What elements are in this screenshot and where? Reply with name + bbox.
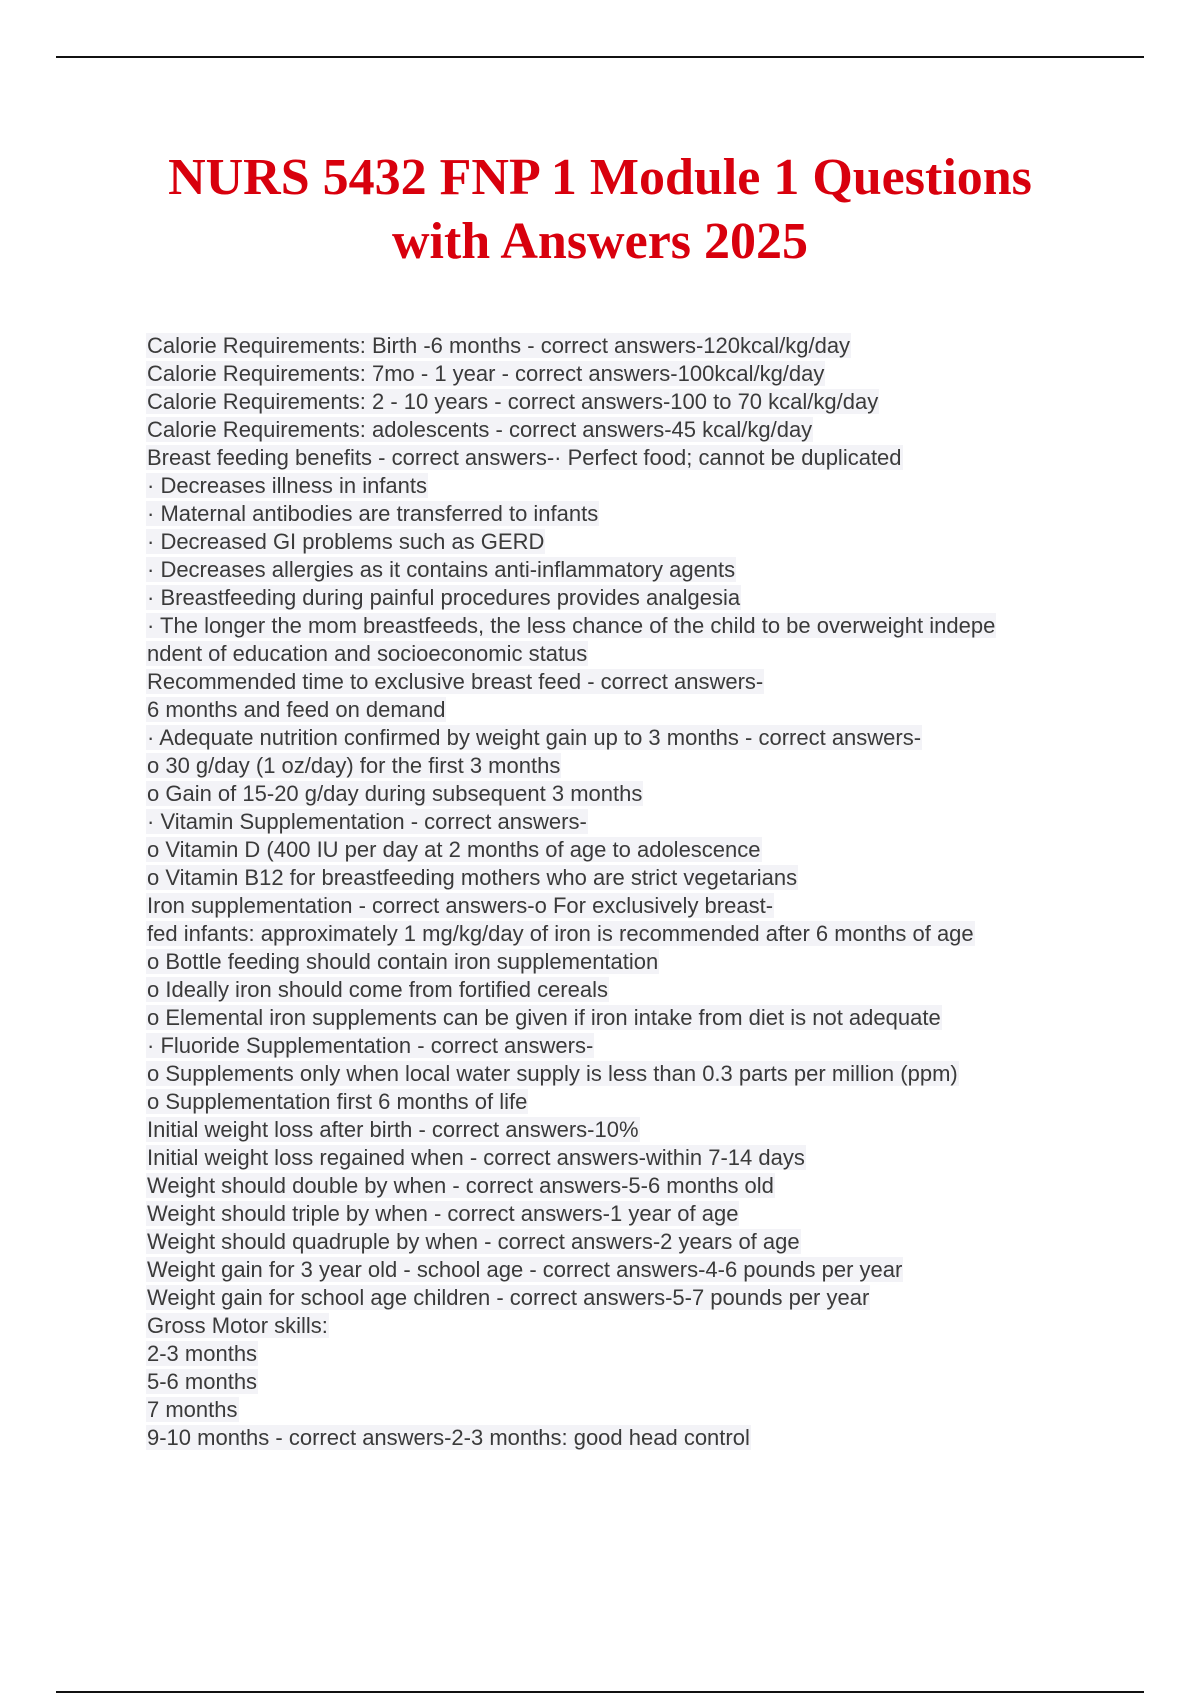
text-line <box>146 1088 1086 1116</box>
text-line-content: 5-6 months <box>147 1369 258 1394</box>
text-line <box>146 1004 1086 1032</box>
text-line <box>146 1228 1086 1256</box>
text-line <box>146 1144 1086 1172</box>
text-line <box>146 1032 1086 1060</box>
text-line-content: o 30 g/day (1 oz/day) for the first 3 months <box>147 753 561 778</box>
text-line-content: Weight should double by when - correct answers-5-6 months old <box>147 1173 774 1198</box>
text-line <box>146 388 1086 416</box>
document-body <box>146 332 1086 1452</box>
text-line-content: · Decreases allergies as it contains anti-inflammatory agents <box>147 557 736 582</box>
text-line-content: o Ideally iron should come from fortified cereals <box>147 977 608 1002</box>
bottom-rule <box>56 1691 1144 1693</box>
text-line <box>146 864 1086 892</box>
text-line-content: Initial weight loss regained when - correct answers-within 7-14 days <box>147 1145 805 1170</box>
text-line-content: · Decreases illness in infants <box>147 473 428 498</box>
text-line <box>146 472 1086 500</box>
text-line <box>146 948 1086 976</box>
text-line <box>146 780 1086 808</box>
text-line <box>146 584 1086 612</box>
text-line-content: o Supplements only when local water supply is less than 0.3 parts per million (ppm) <box>147 1061 958 1086</box>
text-line-content: o Supplementation first 6 months of life <box>147 1089 528 1114</box>
text-line-content: o Elemental iron supplements can be given if iron intake from diet is not adequate <box>147 1005 941 1030</box>
title-line-1: NURS 5432 FNP 1 Module 1 Questions <box>168 149 1032 206</box>
text-line <box>146 1256 1086 1284</box>
text-line <box>146 808 1086 836</box>
text-line-content: o Vitamin B12 for breastfeeding mothers who are strict vegetarians <box>147 865 798 890</box>
text-line <box>146 668 1086 696</box>
text-line <box>146 724 1086 752</box>
text-line <box>146 1312 1086 1340</box>
text-line-content: o Vitamin D (400 IU per day at 2 months of age to adolescence <box>147 837 761 862</box>
text-line-content: Weight gain for 3 year old - school age - correct answers-4-6 pounds per year <box>147 1257 903 1282</box>
text-line <box>146 1116 1086 1144</box>
text-line-content: · Breastfeeding during painful procedures provides analgesia <box>147 585 741 610</box>
text-line <box>146 892 1086 920</box>
text-line-content: 6 months and feed on demand <box>147 697 446 722</box>
text-line <box>146 1424 1086 1452</box>
text-line <box>146 360 1086 388</box>
text-line-content: Calorie Requirements: 2 - 10 years - correct answers-100 to 70 kcal/kg/day <box>147 389 879 414</box>
text-line <box>146 1368 1086 1396</box>
text-line-content: 7 months <box>147 1397 238 1422</box>
document-title <box>100 146 1100 274</box>
text-line-content: Recommended time to exclusive breast feed - correct answers- <box>147 669 764 694</box>
text-line <box>146 976 1086 1004</box>
text-line <box>146 444 1086 472</box>
text-line <box>146 920 1086 948</box>
text-line-content: o Bottle feeding should contain iron supplementation <box>147 949 659 974</box>
text-line <box>146 556 1086 584</box>
text-line-content: Weight should triple by when - correct answers-1 year of age <box>147 1201 739 1226</box>
text-line <box>146 1060 1086 1088</box>
text-line <box>146 1340 1086 1368</box>
top-rule <box>56 56 1144 58</box>
text-line-content: · Adequate nutrition confirmed by weight gain up to 3 months - correct answers- <box>147 725 922 750</box>
text-line <box>146 1172 1086 1200</box>
text-line-content: Weight gain for school age children - correct answers-5-7 pounds per year <box>147 1285 870 1310</box>
text-line <box>146 332 1086 360</box>
text-line-content: o Gain of 15-20 g/day during subsequent 3 months <box>147 781 643 806</box>
text-line-content: ndent of education and socioeconomic status <box>147 641 588 666</box>
text-line <box>146 696 1086 724</box>
text-line-content: Calorie Requirements: 7mo - 1 year - correct answers-100kcal/kg/day <box>147 361 825 386</box>
text-line <box>146 836 1086 864</box>
text-line-content: 9-10 months - correct answers-2-3 months: good head control <box>147 1425 750 1450</box>
text-line <box>146 1284 1086 1312</box>
text-line-content: fed infants: approximately 1 mg/kg/day of iron is recommended after 6 months of age <box>147 921 974 946</box>
text-line <box>146 640 1086 668</box>
text-line-content: Initial weight loss after birth - correct answers-10% <box>147 1117 639 1142</box>
text-line-content: · Maternal antibodies are transferred to infants <box>147 501 599 526</box>
text-line-content: Breast feeding benefits - correct answers-· Perfect food; cannot be duplicated <box>147 445 902 470</box>
text-line-content: Weight should quadruple by when - correct answers-2 years of age <box>147 1229 800 1254</box>
text-line <box>146 1200 1086 1228</box>
text-line <box>146 500 1086 528</box>
text-line <box>146 416 1086 444</box>
text-line-content: Gross Motor skills: <box>147 1313 328 1338</box>
text-line-content: · Fluoride Supplementation - correct answers- <box>147 1033 594 1058</box>
text-line-content: Calorie Requirements: adolescents - correct answers-45 kcal/kg/day <box>147 417 813 442</box>
text-line-content: Calorie Requirements: Birth -6 months - correct answers-120kcal/kg/day <box>147 333 851 358</box>
text-line <box>146 528 1086 556</box>
text-line-content: · The longer the mom breastfeeds, the less chance of the child to be overweight indepe <box>147 613 996 638</box>
text-line <box>146 612 1086 640</box>
text-line-content: Iron supplementation - correct answers-o For exclusively breast- <box>147 893 774 918</box>
title-line-2: with Answers 2025 <box>391 213 809 270</box>
text-line <box>146 752 1086 780</box>
text-line-content: · Vitamin Supplementation - correct answers- <box>147 809 587 834</box>
text-line-content: 2-3 months <box>147 1341 258 1366</box>
text-line <box>146 1396 1086 1424</box>
text-line-content: · Decreased GI problems such as GERD <box>147 529 545 554</box>
